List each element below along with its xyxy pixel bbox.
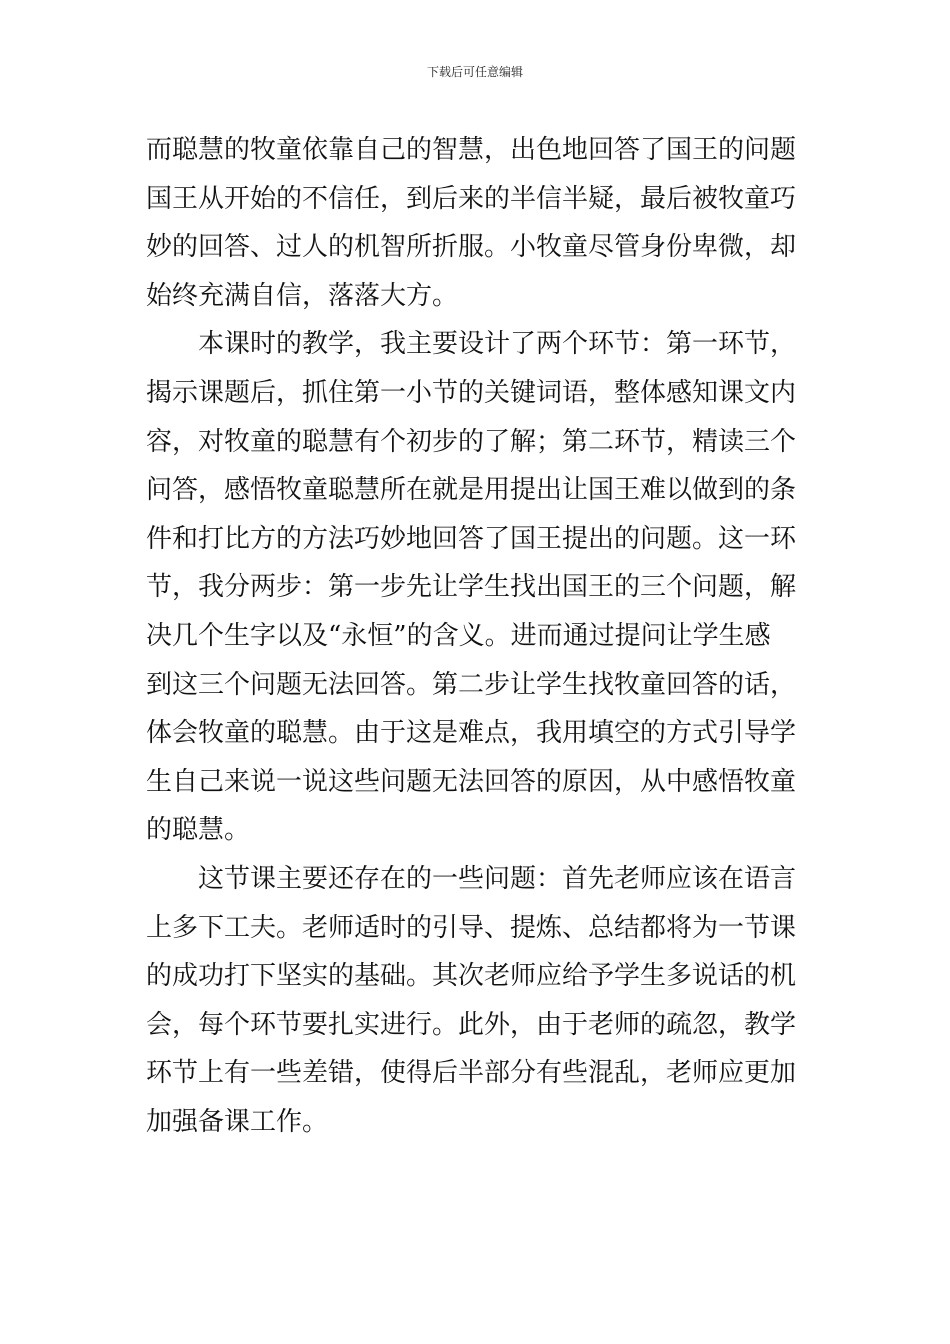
page-header: 下载后可任意编辑	[426, 65, 523, 79]
text-line: 问答，感悟牧童聪慧所在就是用提出让国王难以做到的条	[146, 475, 797, 506]
document-body	[146, 126, 810, 1146]
text-line: 决几个生字以及“永恒”的含义。进而通过提问让学生感	[146, 620, 771, 651]
text-line-paragraph-start: 本课时的教学，我主要设计了两个环节：第一环节，	[198, 329, 797, 360]
text-line: 容，对牧童的聪慧有个初步的了解；第二环节，精读三个	[146, 426, 797, 457]
text-line: 会，每个环节要扎实进行。此外，由于老师的疏忽，教学	[146, 1009, 797, 1040]
text-line: 环节上有一些差错，使得后半部分有些混乱，老师应更加	[146, 1058, 797, 1089]
text-line: 始终充满自信，落落大方。	[146, 280, 459, 311]
text-line: 妙的回答、过人的机智所折服。小牧童尽管身份卑微，却	[146, 232, 797, 263]
text-line: 节，我分两步：第一步先让学生找出国王的三个问题，解	[146, 572, 797, 603]
text-line: 的聪慧。	[146, 815, 251, 846]
text-line: 生自己来说一说这些问题无法回答的原因，从中感悟牧童	[146, 766, 797, 797]
text-line: 而聪慧的牧童依靠自己的智慧，出色地回答了国王的问题	[146, 135, 797, 165]
text-line: 上多下工夫。老师适时的引导、提炼、总结都将为一节课	[146, 912, 797, 943]
text-line: 件和打比方的方法巧妙地回答了国王提出的问题。这一环	[146, 523, 797, 554]
text-line: 体会牧童的聪慧。由于这是难点，我用填空的方式引导学	[146, 718, 797, 749]
text-line: 加强备课工作。	[146, 1106, 329, 1137]
text-line: 的成功打下坚实的基础。其次老师应给予学生多说话的机	[146, 961, 797, 992]
text-line: 揭示课题后，抓住第一小节的关键词语，整体感知课文内	[146, 377, 797, 408]
text-line: 到这三个问题无法回答。第二步让学生找牧童回答的话，	[146, 669, 797, 700]
text-line: 国王从开始的不信任，到后来的半信半疑，最后被牧童巧	[146, 183, 797, 214]
text-line-paragraph-start: 这节课主要还存在的一些问题：首先老师应该在语言	[198, 863, 797, 894]
